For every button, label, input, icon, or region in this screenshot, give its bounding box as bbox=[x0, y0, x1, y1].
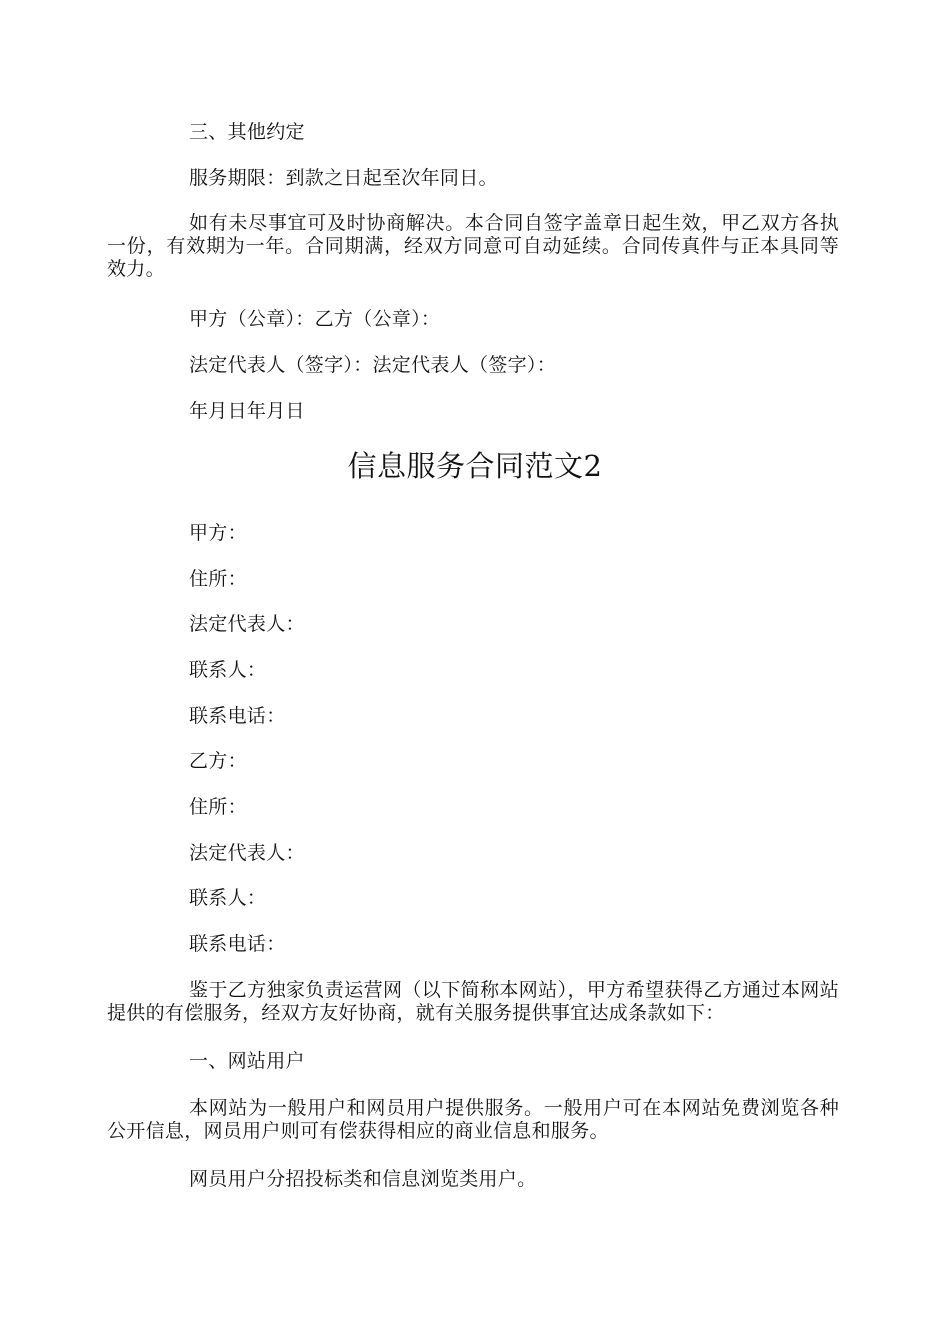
party-a-contact: 联系人： bbox=[189, 659, 267, 681]
party-a-legal-rep: 法定代表人： bbox=[189, 613, 305, 635]
seals-line: 甲方（公章）：乙方（公章）： bbox=[189, 308, 441, 330]
party-a-phone: 联系电话： bbox=[189, 705, 286, 727]
party-b-legal-rep: 法定代表人： bbox=[189, 842, 305, 864]
other-clause-paragraph: 如有未尽事宜可及时协商解决。本合同自签字盖章日起生效，甲乙双方各执一份，有效期为一年。合同期满，经双方同意可自动延续。合同传真件与正本具同等效力。 bbox=[107, 212, 839, 280]
contract-title: 信息服务合同范文2 bbox=[347, 449, 603, 483]
section-one-paragraph-2: 网员用户分招投标类和信息浏览类用户。 bbox=[189, 1168, 537, 1190]
party-b-phone: 联系电话： bbox=[189, 933, 286, 955]
party-b-contact: 联系人： bbox=[189, 887, 267, 909]
party-b-address: 住所： bbox=[189, 796, 247, 818]
dates-line: 年月日年月日 bbox=[189, 400, 305, 422]
party-a-address: 住所： bbox=[189, 568, 247, 590]
party-b-label: 乙方： bbox=[189, 750, 247, 772]
preamble-paragraph: 鉴于乙方独家负责运营网（以下简称本网站），甲方希望获得乙方通过本网站提供的有偿服务，经双方友好协商，就有关服务提供事宜达成条款如下： bbox=[107, 979, 839, 1024]
party-a-label: 甲方： bbox=[189, 522, 247, 544]
section-one-paragraph-1: 本网站为一般用户和网员用户提供服务。一般用户可在本网站免费浏览各种公开信息，网员用户则可有偿获得相应的商业信息和服务。 bbox=[107, 1097, 839, 1142]
section-three-heading: 三、其他约定 bbox=[189, 121, 305, 143]
legal-reps-line: 法定代表人（签字）：法定代表人（签字）： bbox=[189, 354, 557, 376]
service-term-text: 服务期限：到款之日起至次年同日。 bbox=[189, 167, 498, 189]
section-one-heading: 一、网站用户 bbox=[189, 1050, 305, 1072]
